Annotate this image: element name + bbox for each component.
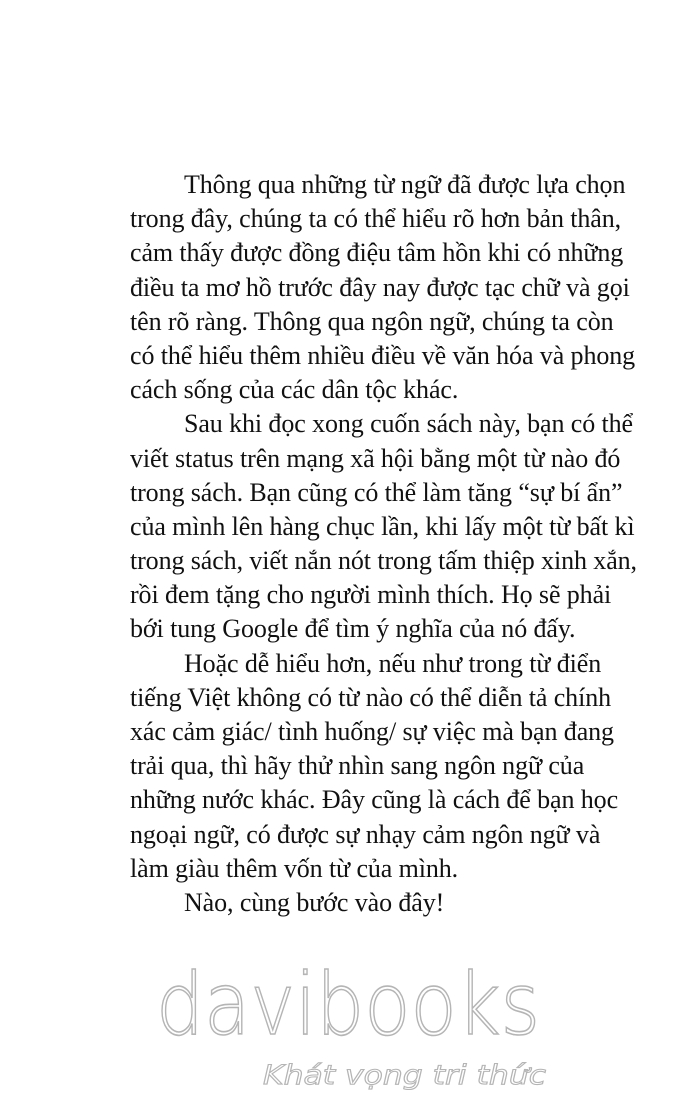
text-line: bới tung Google để tìm ý nghĩa của nó đấy. bbox=[130, 614, 576, 644]
text-line: Nào, cùng bước vào đây! bbox=[184, 887, 445, 917]
watermark-tagline: Khát vọng tri thức bbox=[263, 1060, 547, 1091]
text-line: làm giàu thêm vốn từ của mình. bbox=[130, 853, 459, 883]
text-line: cảm thấy được đồng điệu tâm hồn khi có những bbox=[130, 238, 624, 268]
text-line: có thể hiểu thêm nhiều điều về văn hóa và phong bbox=[130, 340, 636, 370]
text-line: viết status trên mạng xã hội bằng một từ nào đó bbox=[130, 443, 621, 473]
text-line: Sau khi đọc xong cuốn sách này, bạn có thể bbox=[184, 409, 633, 439]
body-text bbox=[130, 168, 678, 920]
text-line: trong sách. Bạn cũng có thể làm tăng “sự bí ẩn” bbox=[130, 477, 623, 507]
text-line: trong đây, chúng ta có thể hiểu rõ hơn bản thân, bbox=[130, 204, 622, 234]
paragraph bbox=[130, 886, 678, 920]
text-line: cách sống của các dân tộc khác. bbox=[130, 375, 459, 405]
text-line: Hoặc dễ hiểu hơn, nếu như trong từ điển bbox=[184, 648, 602, 678]
text-line: của mình lên hàng chục lần, khi lấy một từ bất kì bbox=[130, 511, 635, 541]
text-line: tên rõ ràng. Thông qua ngôn ngữ, chúng ta còn bbox=[130, 306, 614, 336]
paragraph bbox=[130, 407, 678, 646]
text-line: điều ta mơ hồ trước đây nay được tạc chữ và gọi bbox=[130, 272, 630, 302]
text-line: những nước khác. Đây cũng là cách để bạn học bbox=[130, 785, 619, 815]
text-line: trong sách, viết nắn nót trong tấm thiệp xinh xắn, bbox=[130, 546, 637, 576]
paragraph bbox=[130, 647, 678, 886]
watermark-logo bbox=[0, 958, 700, 1099]
text-line: rồi đem tặng cho người mình thích. Họ sẽ phải bbox=[130, 580, 612, 610]
text-line: ngoại ngữ, có được sự nhạy cảm ngôn ngữ và bbox=[130, 819, 601, 849]
text-line: trải qua, thì hãy thử nhìn sang ngôn ngữ của bbox=[130, 751, 585, 781]
publisher-watermark bbox=[0, 958, 700, 1099]
text-line: xác cảm giác/ tình huống/ sự việc mà bạn đang bbox=[130, 717, 614, 746]
text-line: Thông qua những từ ngữ đã được lựa chọn bbox=[184, 170, 626, 199]
watermark-brand: davibooks bbox=[156, 958, 540, 1055]
text-line: tiếng Việt không có từ nào có thể diễn tả chính bbox=[130, 682, 612, 712]
paragraph bbox=[130, 168, 678, 407]
